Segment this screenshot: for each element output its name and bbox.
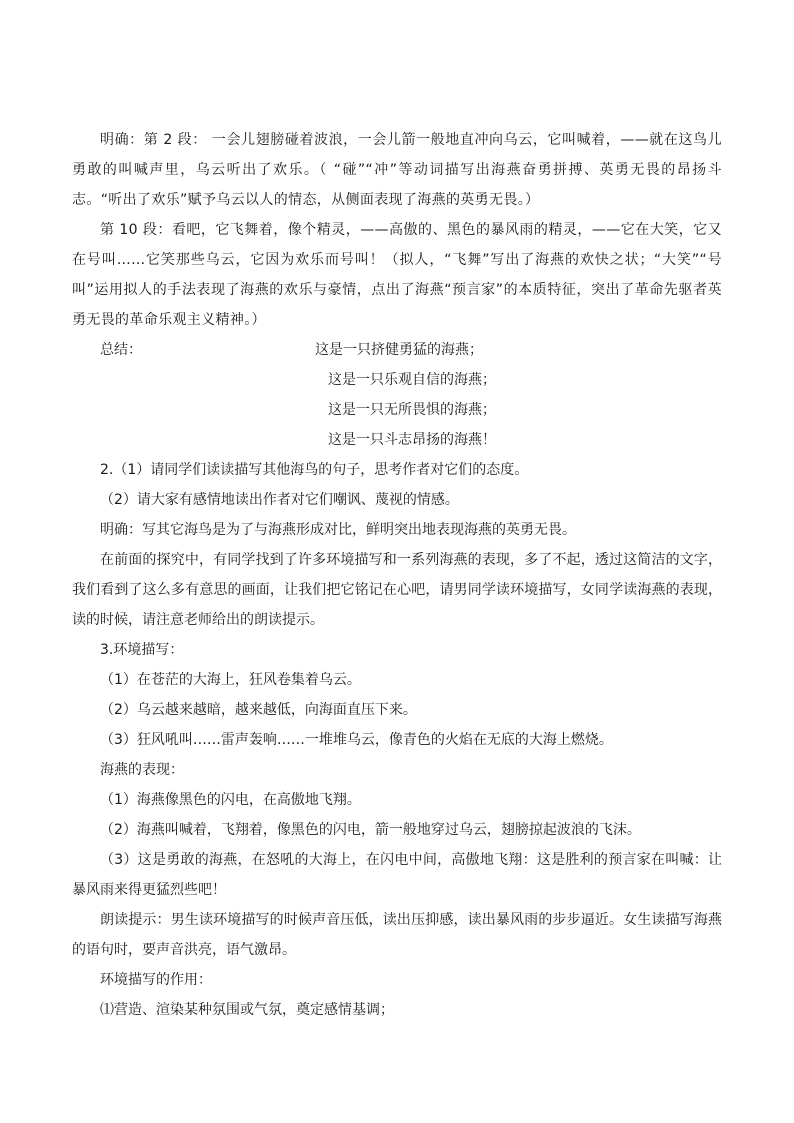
petrel-item-1: （1）海燕像黑色的闪电，在高傲地飞翔。 bbox=[100, 792, 361, 808]
question-2-1: 2.（1）请同学们读读描写其他海鸟的句子，思考作者对它们的态度。 bbox=[100, 462, 529, 478]
paragraph-clarify-section-2: 明确：第 2 段： 一会儿翅膀碰着波浪，一会儿箭一般地直冲向乌云，它叫喊着，——就在这鸟儿勇敢的叫喊声里，乌云听出了欢乐。（ “碰”“冲”等动词描写出海燕奋勇拼搏、英勇无畏的昂扬斗志。“听出了欢乐”赋予乌云以人的情态，从侧面表现了海燕的英勇无畏。） bbox=[72, 132, 722, 208]
summary-label: 总结： bbox=[100, 342, 142, 358]
environment-item-1: （1）在苍茫的大海上，狂风卷集着乌云。 bbox=[100, 672, 361, 688]
paragraph-reading-intro: 在前面的探究中，有同学找到了许多环境描写和一系列海燕的表现，多了不起，透过这简洁的文字，我们看到了这么多有意思的画面，让我们把它铭记在心吧，请男同学读环境描写，女同学读海燕的表现，读的时候，请注意老师给出的朗读提示。 bbox=[72, 552, 722, 628]
paragraph-section-10: 第 10 段：看吧，它飞舞着，像个精灵，——高傲的、黑色的暴风雨的精灵，——它在大笑，它又在号叫……它笑那些乌云，它因为欢乐而号叫！（拟人，“飞舞”写出了海燕的欢快之状；“大笑”“号叫”运用拟人的手法表现了海燕的欢乐与豪情，点出了海燕“预言家”的本质特征，突出了革命先驱者英勇无畏的革命乐观主义精神。） bbox=[72, 222, 722, 328]
environment-item-3: （3）狂风吼叫……雷声轰响……一堆堆乌云，像青色的火焰在无底的大海上燃烧。 bbox=[100, 732, 613, 748]
summary-line-2: 这是一只乐观自信的海燕； bbox=[328, 372, 496, 388]
document-page bbox=[72, 125, 722, 1025]
paragraph-clarify-contrast: 明确：写其它海鸟是为了与海燕形成对比，鲜明突出地表现海燕的英勇无畏。 bbox=[100, 522, 576, 538]
heading-petrel: 海燕的表现： bbox=[100, 762, 184, 778]
summary-line-4: 这是一只斗志昂扬的海燕！ bbox=[328, 432, 496, 448]
summary-block bbox=[72, 335, 722, 455]
question-2-2: （2）请大家有感情地读出作者对它们嘲讽、蔑视的情感。 bbox=[100, 492, 459, 508]
heading-environment-function: 环境描写的作用： bbox=[100, 972, 212, 988]
function-item-1: ⑴营造、渲染某种氛围或气氛，奠定感情基调； bbox=[100, 1002, 394, 1018]
petrel-item-3: （3）这是勇敢的海燕，在怒吼的大海上，在闪电中间，高傲地飞翔：这是胜利的预言家在叫喊：让暴风雨来得更猛烈些吧！ bbox=[72, 852, 722, 898]
paragraph-reading-tips: 朗读提示：男生读环境描写的时候声音压低，读出压抑感，读出暴风雨的步步逼近。女生读描写海燕的语句时，要声音洪亮，语气激昂。 bbox=[72, 912, 722, 958]
summary-line-1: 这是一只挤健勇猛的海燕； bbox=[315, 342, 483, 358]
summary-line-3: 这是一只无所畏惧的海燕； bbox=[328, 402, 496, 418]
environment-item-2: （2）乌云越来越暗，越来越低，向海面直压下来。 bbox=[100, 702, 417, 718]
petrel-item-2: （2）海燕叫喊着，飞翔着，像黑色的闪电，箭一般地穿过乌云，翅膀掠起波浪的飞沫。 bbox=[100, 822, 641, 838]
heading-environment: 3.环境描写： bbox=[100, 642, 184, 658]
